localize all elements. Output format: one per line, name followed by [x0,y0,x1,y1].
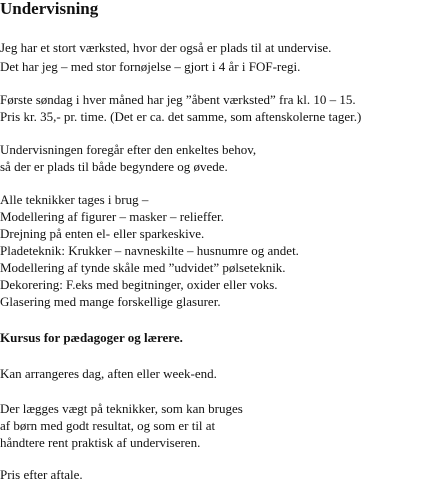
techniques-line-2: Modellering af figurer – masker – relieffer. [0,209,224,224]
intro-line-2: Det har jeg – med stor fornøjelse – gjort i 4 år i FOF-regi. [0,59,301,74]
open-workshop-line-1: Første søndag i hver måned har jeg ”åbent værksted” fra kl. 10 – 15. [0,92,356,107]
course-arrangement-line: Kan arrangeres dag, aften eller week-end. [0,366,217,381]
course-focus-line-2: af børn med godt resultat, og som er til at [0,418,216,433]
price-line: Pris efter aftale. [0,467,83,482]
teaching-line-1: Undervisningen foregår efter den enkeltes behov, [0,142,257,157]
techniques-line-6: Dekorering: F.eks med begitninger, oxider eller voks. [0,277,278,292]
open-workshop-line-2: Pris kr. 35,- pr. time. (Det er ca. det samme, som aftenskolerne tager.) [0,109,362,124]
course-heading: Kursus for pædagoger og lærere. [0,330,183,345]
course-focus-line-3: håndtere rent praktisk af underviseren. [0,435,201,450]
techniques-line-5: Modellering af tynde skåle med ”udvidet” pølseteknik. [0,260,286,275]
teaching-line-2: så der er plads til både begyndere og øvede. [0,159,228,174]
intro-line-1: Jeg har et stort værksted, hvor der også er plads til at undervise. [0,40,332,55]
course-focus-line-1: Der lægges vægt på teknikker, som kan bruges [0,401,243,416]
techniques-line-7: Glasering med mange forskellige glasurer. [0,294,221,309]
page-title: Undervisning [0,0,99,18]
techniques-line-4: Pladeteknik: Krukker – navneskilte – husnumre og andet. [0,243,299,258]
techniques-line-1: Alle teknikker tages i brug – [0,192,149,207]
techniques-line-3: Drejning på enten el- eller sparkeskive. [0,226,205,241]
